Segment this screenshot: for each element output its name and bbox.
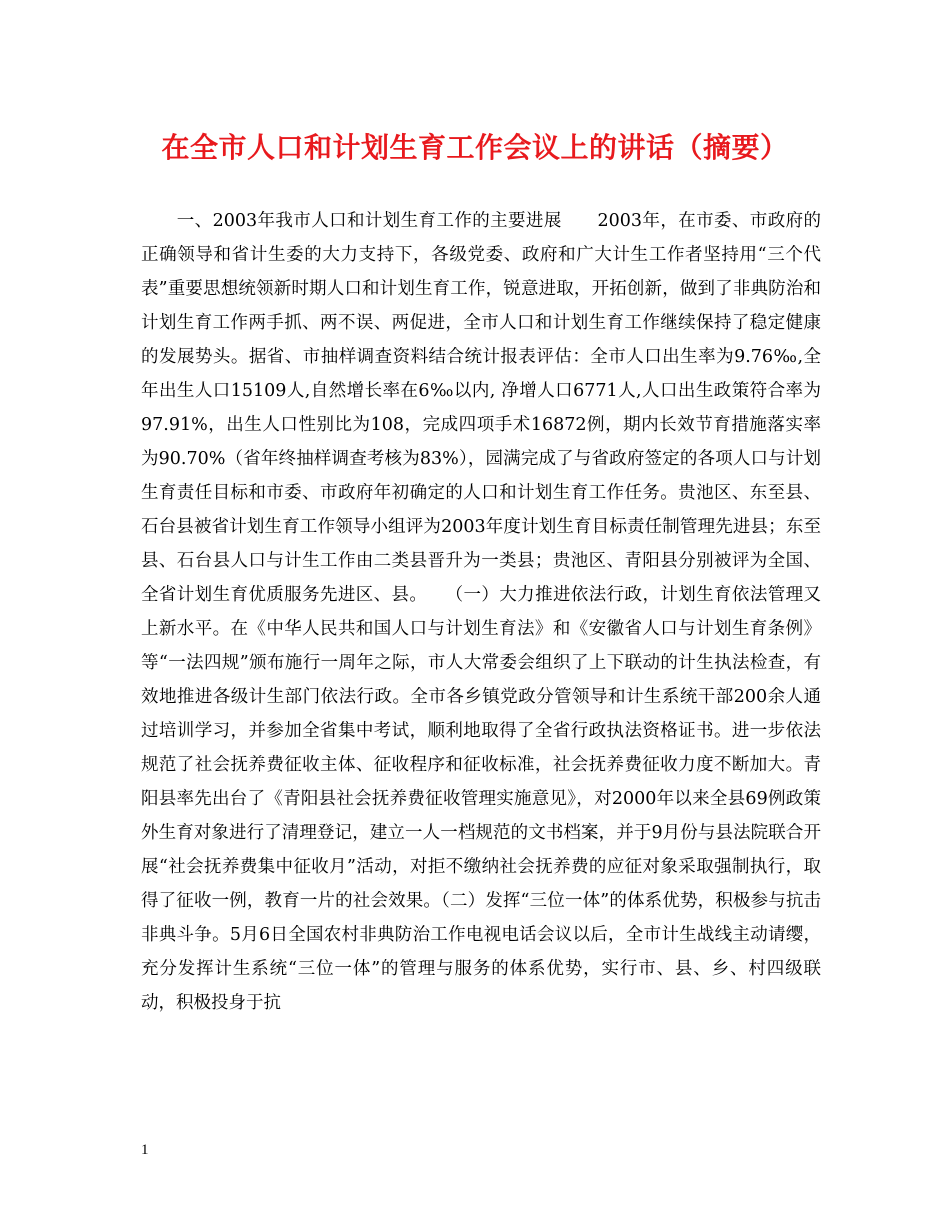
document-body: 一、2003年我市人口和计划生育工作的主要进展 2003年，在市委、市政府的正确领导和省计生委的大力支持下，各级党委、政府和广大计生工作者坚持用“三个代表”重要思想统领新时期人口和计划生育工作，锐意进取，开拓创新，做到了非典防治和计划生育工作两手抓、两不误、两促进，全市人口和计划生育工作继续保持了稳定健康的发展势头。据省、市抽样调查资料结合统计报表评估：全市人口出生率为9.76‰,全年出生人口15109人,自然增长率在6‰以内, 净增人口6771人,人口出生政策符合率为97.91%，出生人口性别比为108，完成四项手术16872例，期内长效节育措施落实率为90.70%（省年终抽样调查考核为83%），园满完成了与省政府签定的各项人口与计划生育责任目标和市委、市政府年初确定的人口和计划生育工作任务。贵池区、东至县、石台县被省计划生育工作领导小组评为2003年度计划生育目标责任制管理先进县；东至县、石台县人口与计生工作由二类县晋升为一类县；贵池区、青阳县分别被评为全国、全省计划生育优质服务先进区、县。 （一）大力推进依法行政，计划生育依法管理又上新水平。在《中华人民共和国人口与计划生育法》和《安徽省人口与计划生育条例》等“一法四规”颁布施行一周年之际，市人大常委会组织了上下联动的计生执法检查，有效地推进各级计生部门依法行政。全市各乡镇党政分管领导和计生系统干部200余人通过培训学习，并参加全省集中考试，顺利地取得了全省行政执法资格证书。进一步依法规范了社会抚养费征收主体、征收程序和征收标准，社会抚养费征收力度不断加大。青阳县率先出台了《青阳县社会抚养费征收管理实施意见》，对2000年以来全县69例政策外生育对象进行了清理登记，建立一人一档规范的文书档案，并于9月份与县法院联合开展“社会抚养费集中征收月”活动，对拒不缴纳社会抚养费的应征对象采取强制执行，取得了征收一例，教育一片的社会效果。（二）发挥“三位一体”的体系优势，积极参与抗击非典斗争。5月6日全国农村非典防治工作电视电话会议以后，全市计生战线主动请缨，充分发挥计生系统“三位一体”的管理与服务的体系优势，实行市、县、乡、村四级联动，积极投身于抗 — [141, 211, 821, 1013]
page-number: 1 — [141, 1142, 149, 1158]
document-title: 在全市人口和计划生育工作会议上的讲话（摘要） — [161, 131, 789, 164]
